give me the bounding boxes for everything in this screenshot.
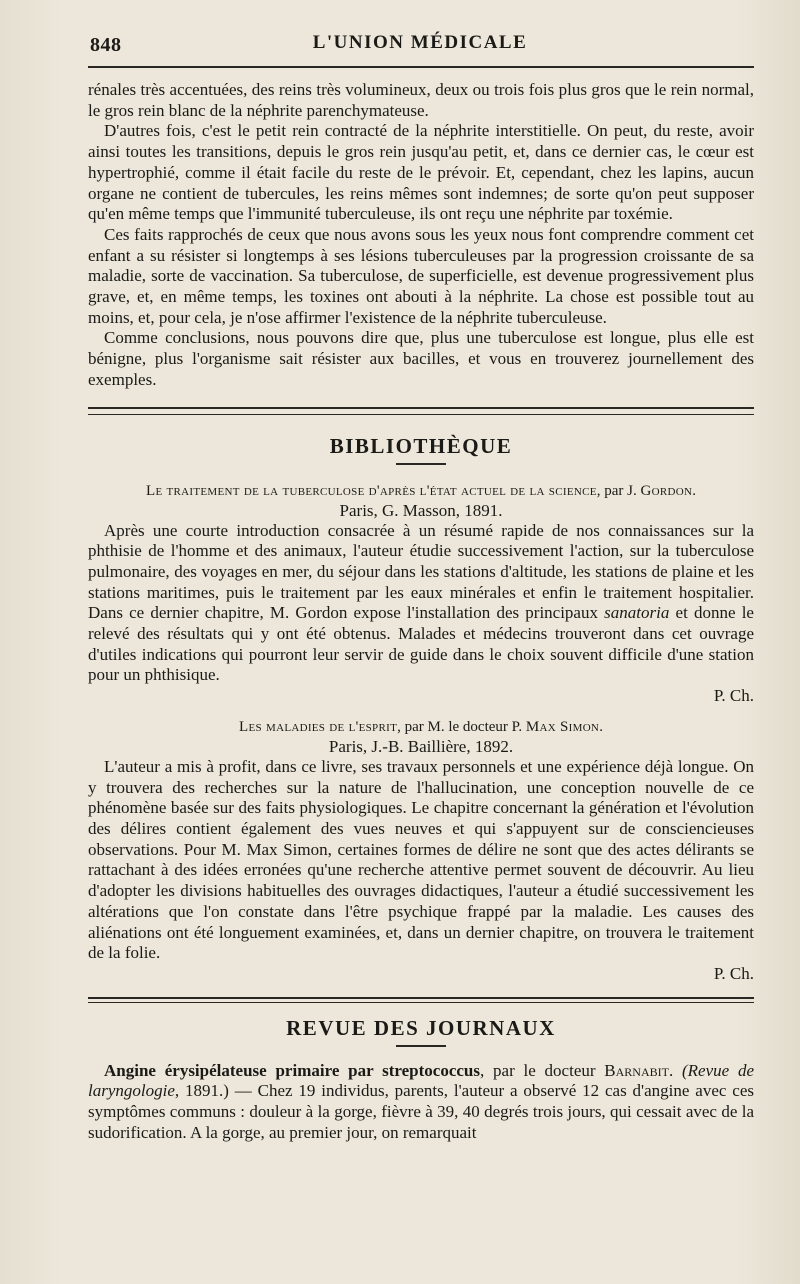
section-divider [88,997,754,1003]
book-title: Le traitement de la tuberculose d'après l'état actuel de la science [145,482,597,499]
heading-underline [396,1045,446,1047]
page-header [88,30,752,64]
review-text [88,521,754,687]
book-publisher: Paris, J.-B. Baillière, 1892. [328,736,514,756]
author-prefix: , par le docteur [480,1060,605,1080]
article-author: Barnabit [604,1060,669,1080]
page-content [88,80,754,1143]
review-text: L'auteur a mis à profit, dans ce livre, ses travaux personnels et une expérience déjà longue. On y trouvera des recherches sur la nature de l'hallucination, une conception nouvelle de ce phénomène basée sur des faits physiologiques. Le chapitre concernant la génération et l'évolution des délires contient également des vues neuves et qui s'appuyent sur de consciencieuses observations. Pour M. Max Simon, certaines formes de délire ne sont que des actes délirants se rattachant à des idées erronées qu'une recherche attentive permet souvent de découvrir. Au lieu d'adopter les divisions habituelles des ouvrages didactiques, l'auteur a étudié successivement les altérations que l'on constate dans l'être psychique frappé par la maladie. Les causes des aliénations ont été longuement examinées, et, dans un dernier chapitre, on trouvera le traitement de la folie. [88,756,754,963]
review-title [88,481,754,521]
review-title [88,717,754,757]
section-divider [88,407,754,415]
page-number: 848 [90,34,122,56]
book-author: Max Simon [525,718,600,735]
journal-source: (Revue de laryngologie [88,1060,755,1101]
journal-entry [88,1061,754,1144]
paragraph: Comme conclusions, nous pouvons dire que, plus une tuberculose est longue, plus elle est bénigne, plus l'organisme sait résister aux bacilles, et vous en trouverez journellement des exemples. [88,328,754,389]
paragraph: D'autres fois, c'est le petit rein contracté de la néphrite interstitielle. On peut, du reste, avoir ainsi toutes les transitions, depuis le gros rein jusqu'au petit, et, dans ce dernier cas, le cœur est hypertrophié, comme il était facile du reste de le prévoir. Et, cependant, chez les lapins, aucun organe ne contient de tubercules, les reins mêmes sont indemnes; de sorte qu'on peut supposer qu'en même temps que l'immunité tuberculeuse, ils ont reçu une néphrite par toxémie. [88,121,754,224]
paragraph: Ces faits rapprochés de ceux que nous avons sous les yeux nous font comprendre comment cet enfant a su résister si longtemps à ses lésions tuberculeuses par la progression croissante de sa maladie, sorte de vaccination. Sa tuberculose, de superficielle, est devenue progressivement plus grave, et, en même temps, les toxines ont abouti à la néphrite. La chose est possible tout au moins, et, pour cela, je n'ose affirmer l'existence de la néphrite tuberculeuse. [88,224,754,327]
review-signature: P. Ch. [713,686,754,706]
book-author: Gordon [640,482,693,499]
author-prefix: , par J. [596,482,641,499]
book-title: Les maladies de l'esprit [239,718,398,735]
revue-section [88,1015,754,1144]
author-suffix: . [668,1060,674,1080]
paragraph: rénales très accentuées, des reins très volumineux, deux ou trois fois plus gros que le rein normal, le gros rein blanc de la néphrite parenchymateuse. [88,80,754,120]
bibliotheque-section [88,433,754,985]
running-title: L'UNION MÉDICALE [312,32,528,53]
review-signature: P. Ch. [713,963,754,983]
author-suffix: . [692,482,696,499]
author-suffix: . [599,718,603,735]
heading-underline [396,463,446,465]
section-heading-revue: REVUE DES JOURNAUX [286,1015,556,1040]
section-heading-bibliotheque: BIBLIOTHÈQUE [329,433,513,458]
review-text-part: Après une courte introduction consacrée à un résumé rapide de nos connaissances sur la phthisie de l'homme et des animaux, l'auteur étudie successivement l'action, sur la tuberculose pulmonaire, des voyages en mer, du séjour dans les stations d'altitude, les stations de plaine et les stations maritimes, puis le traitement par les eaux minérales et enfin le traitement hospitalier. Dans ce dernier chapitre, M. Gordon expose l'installation des principaux [88,520,754,623]
journal-source-year: , 1891.) [174,1081,229,1101]
review-text-italic: sanatoria [604,603,670,623]
journal-text: — Chez 19 individus, parents, l'auteur a observé 12 cas d'angine avec ces symptômes communs : douleur à la gorge, fièvre à 39, 40 degrés trois jours, qui cessait avec de la sudorification. A la gorge, au premier jour, on remarquait [88,1081,754,1142]
header-rule [88,66,754,68]
author-prefix: , par M. le docteur P. [397,718,526,735]
article-end [88,80,754,391]
book-publisher: Paris, G. Masson, 1891. [339,500,503,520]
review-text-part: et donne le relevé des résultats qui y ont été obtenus. Malades et médecins trouveront dans cet ouvrage d'utiles indications qui pourront leur servir de guide dans le choix souvent difficile d'une station pour un phthisique. [88,603,754,685]
article-title: Angine érysipélateuse primaire par streptococcus [104,1060,480,1080]
